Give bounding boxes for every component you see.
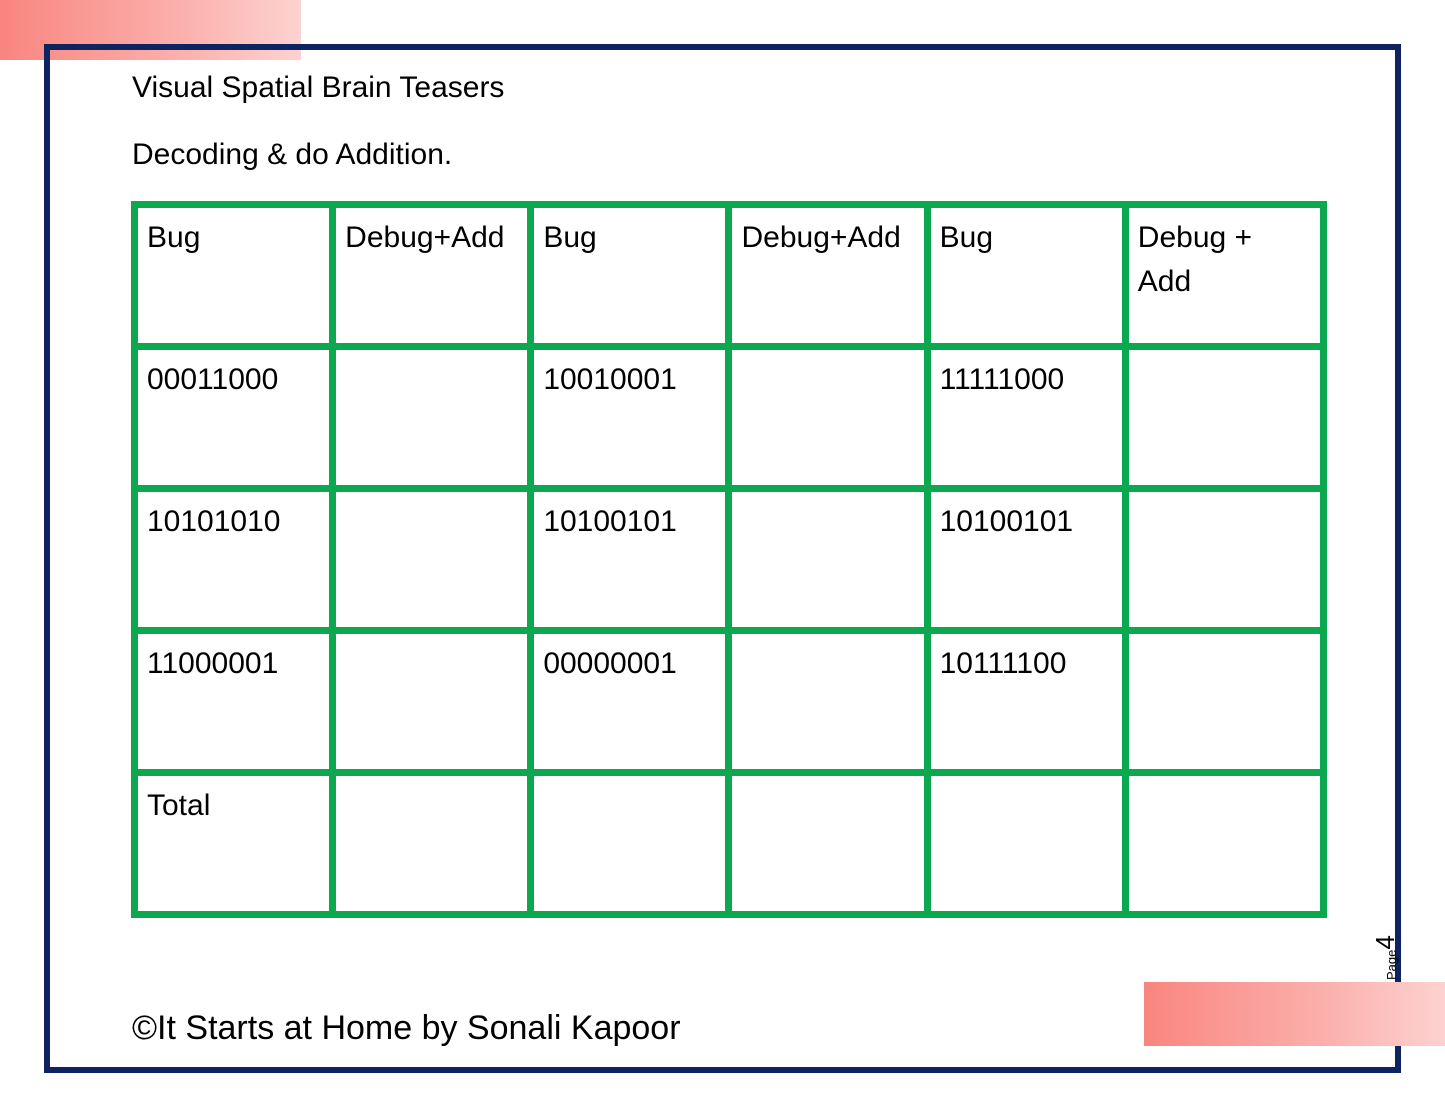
total-label-cell: Total <box>135 773 333 915</box>
answer-cell[interactable] <box>333 347 531 489</box>
bug-code-cell: 10010001 <box>531 347 729 489</box>
table-row <box>135 631 1324 773</box>
decoding-table <box>131 201 1327 918</box>
header-cell-debug-add: Debug+Add <box>333 205 531 347</box>
page-subtitle: Decoding & do Addition. <box>132 138 453 171</box>
answer-cell[interactable] <box>1125 347 1323 489</box>
answer-cell[interactable] <box>729 631 927 773</box>
total-answer-cell[interactable] <box>531 773 729 915</box>
page-number-value: 4 <box>1370 935 1400 950</box>
total-answer-cell[interactable] <box>1125 773 1323 915</box>
bug-code-cell: 10101010 <box>135 489 333 631</box>
bug-code-cell: 11111000 <box>927 347 1125 489</box>
answer-cell[interactable] <box>1125 489 1323 631</box>
total-answer-cell[interactable] <box>927 773 1125 915</box>
bug-code-cell: 11000001 <box>135 631 333 773</box>
copyright-footer: ©It Starts at Home by Sonali Kapoor <box>132 1009 681 1047</box>
page-title: Visual Spatial Brain Teasers <box>132 71 505 104</box>
total-answer-cell[interactable] <box>333 773 531 915</box>
page-number-label: Page <box>1384 949 1399 980</box>
header-cell-bug: Bug <box>135 205 333 347</box>
header-cell-debug-add: Debug + Add <box>1125 205 1323 347</box>
answer-cell[interactable] <box>333 631 531 773</box>
answer-cell[interactable] <box>729 347 927 489</box>
bug-code-cell: 10100101 <box>531 489 729 631</box>
total-row <box>135 773 1324 915</box>
table-header-row <box>135 205 1324 347</box>
answer-cell[interactable] <box>333 489 531 631</box>
table-row <box>135 489 1324 631</box>
header-cell-debug-add: Debug+Add <box>729 205 927 347</box>
decorative-band-bottom <box>1144 982 1445 1046</box>
header-cell-bug: Bug <box>927 205 1125 347</box>
bug-code-cell: 10100101 <box>927 489 1125 631</box>
bug-code-cell: 00011000 <box>135 347 333 489</box>
bug-code-cell: 10111100 <box>927 631 1125 773</box>
header-cell-bug: Bug <box>531 205 729 347</box>
answer-cell[interactable] <box>1125 631 1323 773</box>
table-row <box>135 347 1324 489</box>
bug-code-cell: 00000001 <box>531 631 729 773</box>
total-answer-cell[interactable] <box>729 773 927 915</box>
page-number <box>1372 918 1398 980</box>
answer-cell[interactable] <box>729 489 927 631</box>
